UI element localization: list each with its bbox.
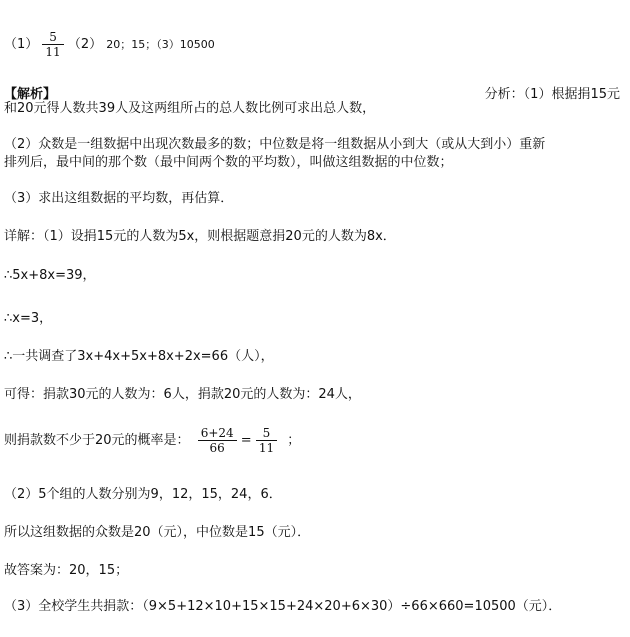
fraction-numerator: 5 (49, 30, 57, 44)
semicolon: ； (287, 433, 301, 448)
answer-line (4, 30, 215, 59)
analysis-line-4: （3）求出这组数据的平均数，再估算． (4, 191, 234, 206)
analysis-header-right: 分析：（1）根据捐15元 (484, 87, 620, 102)
detail-line-8: 所以这组数据的众数是20（元），中位数是15（元）． (4, 525, 311, 540)
analysis-line-3: 排列后，最中间的那个数（最中间两个数的平均数），叫做这组数据的中位数； (4, 155, 453, 170)
probability-fraction-1 (198, 426, 237, 455)
detail-line-7: （2）5个组的人数分别为9，12，15，24，6． (4, 487, 282, 502)
answer-part1-prefix: （1） (4, 37, 39, 52)
fraction-denominator: 11 (42, 44, 63, 59)
fraction-numerator: 6+24 (200, 426, 234, 440)
equals-sign: = (240, 433, 252, 448)
detail-line-3: ∴x=3， (4, 311, 53, 326)
fraction-denominator: 66 (198, 440, 237, 455)
detail-line-4: ∴一共调查了3x+4x+5x+8x+2x=66（人）， (4, 349, 274, 364)
detail-line-9: 故答案为：20，15； (4, 563, 129, 578)
detail-line-2: ∴5x+8x=39， (4, 268, 96, 283)
analysis-line-1: 和20元得人数共39人及这两组所占的总人数比例可求出总人数， (4, 101, 376, 116)
probability-label: 则捐款数不少于20元的概率是： (4, 433, 190, 448)
fraction-denominator: 11 (256, 440, 277, 455)
analysis-heading: 【解析】 (4, 87, 57, 102)
answer-part2-text: 20；15；（3）10500 (106, 38, 215, 51)
detail-line-1: 详解：（1）设捐15元的人数为5x，则根据题意捐20元的人数为8x． (4, 229, 396, 244)
answer-part2-prefix: （2） (67, 37, 103, 52)
analysis-line-2: （2）众数是一组数据中出现次数最多的数；中位数是将一组数据从小到大（或从大到小）重新 (4, 137, 546, 152)
answer-fraction (42, 30, 63, 59)
fraction-numerator: 5 (262, 426, 271, 440)
detail-line-10: （3）全校学生共捐款：（9×5+12×10+15×15+24×20+6×30）÷66×660=10500（元）． (4, 599, 562, 614)
detail-line-6 (4, 426, 300, 455)
detail-line-5: 可得：捐款30元的人数为：6人，捐款20元的人数为：24人， (4, 387, 361, 402)
probability-fraction-2 (256, 426, 277, 455)
